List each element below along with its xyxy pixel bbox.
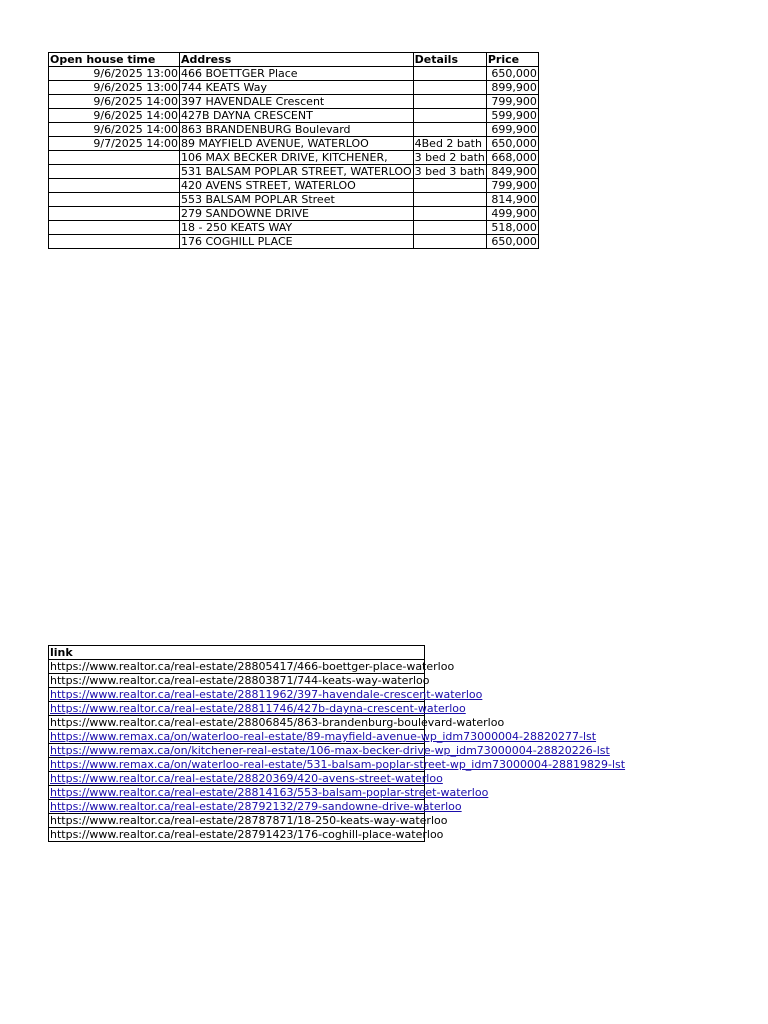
address-cell: 176 COGHILL PLACE	[180, 235, 414, 249]
price-cell: 814,900	[486, 193, 538, 207]
link-cell	[49, 786, 489, 800]
details-cell	[413, 109, 486, 123]
table-row	[49, 758, 425, 772]
header-open-house-time: Open house time	[49, 53, 180, 67]
details-cell	[413, 235, 486, 249]
open-house-time-cell	[49, 151, 180, 165]
address-cell: 89 MAYFIELD AVENUE, WATERLOO	[180, 137, 414, 151]
link-cell	[49, 800, 462, 814]
price-cell: 699,900	[486, 123, 538, 137]
open-house-time-cell	[49, 179, 180, 193]
links-header-row	[49, 646, 425, 660]
listing-hyperlink[interactable]: https://www.remax.ca/on/kitchener-real-estate/106-max-becker-drive-wp_idm73000004-28820226-lst	[50, 744, 610, 757]
address-cell: 553 BALSAM POPLAR Street	[180, 193, 414, 207]
details-cell: 4Bed 2 bath	[413, 137, 486, 151]
address-cell: 531 BALSAM POPLAR STREET, WATERLOO	[181, 165, 412, 178]
table-row	[49, 828, 425, 842]
price-cell: 499,900	[486, 207, 538, 221]
table-row	[49, 660, 425, 674]
header-price: Price	[486, 53, 538, 67]
price-cell: 650,000	[486, 67, 538, 81]
table-header-row	[49, 53, 539, 67]
header-link: link	[49, 646, 425, 660]
table-row	[49, 137, 539, 151]
table-row	[49, 95, 539, 109]
details-cell: 3 bed 3 bath	[414, 165, 485, 178]
address-cell: 18 - 250 KEATS WAY	[180, 221, 414, 235]
address-cell: 279 SANDOWNE DRIVE	[180, 207, 414, 221]
open-house-time-cell	[49, 207, 180, 221]
table-row	[49, 109, 539, 123]
address-cell: 106 MAX BECKER DRIVE, KITCHENER,	[180, 151, 414, 165]
price-cell: 849,900	[486, 165, 538, 179]
link-cell	[49, 730, 597, 744]
price-cell: 518,000	[486, 221, 538, 235]
price-cell: 668,000	[486, 151, 538, 165]
table-row	[49, 235, 539, 249]
open-house-time-cell: 9/6/2025 14:00	[49, 109, 180, 123]
price-cell: 799,900	[486, 179, 538, 193]
link-cell	[49, 688, 483, 702]
details-cell	[413, 95, 486, 109]
details-cell	[413, 221, 486, 235]
open-house-time-cell	[49, 193, 180, 207]
listing-hyperlink[interactable]: https://www.realtor.ca/real-estate/28814163/553-balsam-poplar-street-waterloo	[50, 786, 489, 799]
link-cell	[49, 814, 448, 828]
price-cell: 899,900	[486, 81, 538, 95]
table-row	[49, 207, 539, 221]
listing-hyperlink[interactable]: https://www.realtor.ca/real-estate/28820369/420-avens-street-waterloo	[50, 772, 443, 785]
table-row	[49, 179, 539, 193]
address-cell: 863 BRANDENBURG Boulevard	[180, 123, 414, 137]
header-details: Details	[413, 53, 486, 67]
listing-url-text: https://www.realtor.ca/real-estate/28806845/863-brandenburg-boulevard-waterloo	[50, 716, 505, 729]
open-house-time-cell: 9/6/2025 14:00	[49, 95, 180, 109]
link-cell	[49, 744, 610, 758]
address-cell: 744 KEATS Way	[180, 81, 414, 95]
table-row	[49, 688, 425, 702]
table-row	[49, 730, 425, 744]
details-cell	[413, 67, 486, 81]
listing-url-text: https://www.realtor.ca/real-estate/28791423/176-coghill-place-waterloo	[50, 828, 444, 841]
link-cell	[49, 702, 466, 716]
listing-url-text: https://www.realtor.ca/real-estate/28787871/18-250-keats-way-waterloo	[50, 814, 448, 827]
details-cell	[413, 179, 486, 193]
open-house-time-cell: 9/6/2025 14:00	[49, 123, 180, 137]
link-cell	[49, 758, 626, 772]
open-house-table	[48, 52, 539, 249]
details-cell: 3 bed 2 bath	[414, 151, 485, 164]
open-house-time-cell	[49, 165, 180, 179]
links-table	[48, 645, 626, 842]
price-cell: 650,000	[486, 235, 538, 249]
listing-url-text: https://www.realtor.ca/real-estate/28805417/466-boettger-place-waterloo	[50, 660, 455, 673]
table-row	[49, 193, 539, 207]
address-cell: 397 HAVENDALE Crescent	[180, 95, 414, 109]
table-row	[49, 800, 425, 814]
listing-hyperlink[interactable]: https://www.realtor.ca/real-estate/28811962/397-havendale-crescent-waterloo	[50, 688, 483, 701]
open-house-time-cell	[49, 235, 180, 249]
link-cell	[49, 716, 505, 730]
table-row	[49, 744, 425, 758]
link-cell	[49, 828, 444, 842]
open-house-time-cell	[49, 221, 180, 235]
listing-hyperlink[interactable]: https://www.realtor.ca/real-estate/28792132/279-sandowne-drive-waterloo	[50, 800, 462, 813]
table-row	[49, 814, 425, 828]
table-row	[49, 165, 539, 179]
link-cell	[49, 772, 443, 786]
table-row	[49, 81, 539, 95]
open-house-time-cell: 9/7/2025 14:00	[49, 137, 180, 151]
listing-hyperlink[interactable]: https://www.realtor.ca/real-estate/28811746/427b-dayna-crescent-waterloo	[50, 702, 466, 715]
header-address: Address	[180, 53, 414, 67]
details-cell	[413, 207, 486, 221]
open-house-time-cell: 9/6/2025 13:00	[49, 81, 180, 95]
listing-hyperlink[interactable]: https://www.remax.ca/on/waterloo-real-estate/531-balsam-poplar-street-wp_idm73000004-28819829-lst	[50, 758, 626, 771]
table-row	[49, 786, 425, 800]
price-cell: 799,900	[486, 95, 538, 109]
table-row	[49, 674, 425, 688]
listing-url-text: https://www.realtor.ca/real-estate/28803871/744-keats-way-waterloo	[50, 674, 430, 687]
details-cell	[413, 123, 486, 137]
table-row	[49, 772, 425, 786]
link-cell	[49, 660, 455, 674]
table-row	[49, 221, 539, 235]
listing-hyperlink[interactable]: https://www.remax.ca/on/waterloo-real-estate/89-mayfield-avenue-wp_idm73000004-28820277-lst	[50, 730, 597, 743]
price-cell: 650,000	[486, 137, 538, 151]
address-cell: 420 AVENS STREET, WATERLOO	[180, 179, 414, 193]
address-cell: 466 BOETTGER Place	[180, 67, 414, 81]
table-row	[49, 702, 425, 716]
table-row	[49, 716, 425, 730]
details-cell	[413, 193, 486, 207]
details-cell	[413, 81, 486, 95]
table-row	[49, 123, 539, 137]
table-row	[49, 67, 539, 81]
price-cell: 599,900	[486, 109, 538, 123]
table-row	[49, 151, 539, 165]
link-cell	[49, 674, 430, 688]
address-cell: 427B DAYNA CRESCENT	[180, 109, 414, 123]
open-house-time-cell: 9/6/2025 13:00	[49, 67, 180, 81]
